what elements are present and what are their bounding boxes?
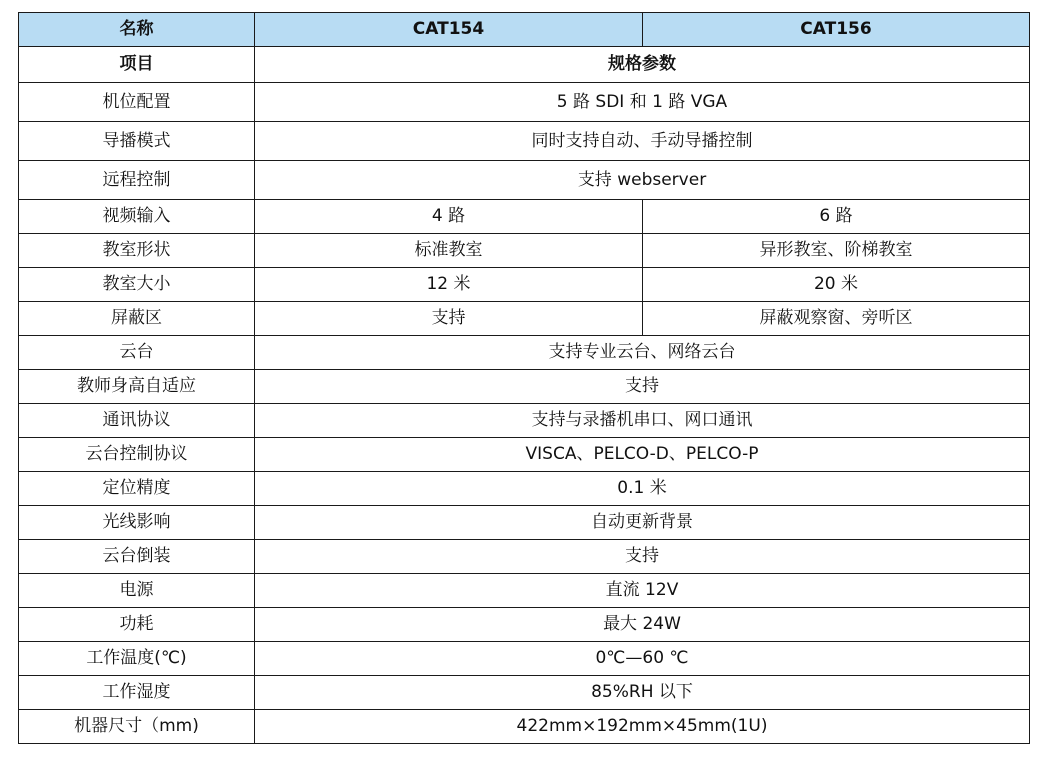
item-cell: 机器尺寸（mm) xyxy=(19,710,255,744)
table-row xyxy=(19,234,1030,268)
table-row xyxy=(19,200,1030,234)
value-cell: 支持专业云台、网络云台 xyxy=(255,336,1030,370)
table-row xyxy=(19,438,1030,472)
table-row xyxy=(19,540,1030,574)
table-row xyxy=(19,506,1030,540)
value-cell: 0.1 米 xyxy=(255,472,1030,506)
value-cell: 直流 12V xyxy=(255,574,1030,608)
table-row xyxy=(19,161,1030,200)
item-cell: 屏蔽区 xyxy=(19,302,255,336)
item-cell: 教室大小 xyxy=(19,268,255,302)
header-model-a-cell: CAT154 xyxy=(255,13,643,47)
item-cell: 教室形状 xyxy=(19,234,255,268)
item-cell: 云台倒装 xyxy=(19,540,255,574)
item-cell: 云台 xyxy=(19,336,255,370)
item-cell: 云台控制协议 xyxy=(19,438,255,472)
table-row xyxy=(19,83,1030,122)
model-a-value-cell: 4 路 xyxy=(255,200,643,234)
table-row xyxy=(19,676,1030,710)
table-row xyxy=(19,472,1030,506)
item-cell: 光线影响 xyxy=(19,506,255,540)
item-cell: 机位配置 xyxy=(19,83,255,122)
table-row xyxy=(19,404,1030,438)
model-b-value-cell: 异形教室、阶梯教室 xyxy=(643,234,1030,268)
model-a-value-cell: 12 米 xyxy=(255,268,643,302)
value-cell: 5 路 SDI 和 1 路 VGA xyxy=(255,83,1030,122)
table-row xyxy=(19,574,1030,608)
header-row xyxy=(19,13,1030,47)
table-row xyxy=(19,302,1030,336)
item-cell: 视频输入 xyxy=(19,200,255,234)
table-row xyxy=(19,122,1030,161)
model-b-value-cell: 屏蔽观察窗、旁听区 xyxy=(643,302,1030,336)
table-row xyxy=(19,710,1030,744)
item-cell: 工作温度(℃) xyxy=(19,642,255,676)
header-model-b-cell: CAT156 xyxy=(643,13,1030,47)
item-cell: 导播模式 xyxy=(19,122,255,161)
subheader-spec-cell: 规格参数 xyxy=(255,47,1030,83)
value-cell: VISCA、PELCO-D、PELCO-P xyxy=(255,438,1030,472)
value-cell: 最大 24W xyxy=(255,608,1030,642)
table-row xyxy=(19,608,1030,642)
item-cell: 定位精度 xyxy=(19,472,255,506)
item-cell: 电源 xyxy=(19,574,255,608)
model-a-value-cell: 支持 xyxy=(255,302,643,336)
item-cell: 教师身高自适应 xyxy=(19,370,255,404)
item-cell: 远程控制 xyxy=(19,161,255,200)
value-cell: 0℃—60 ℃ xyxy=(255,642,1030,676)
value-cell: 自动更新背景 xyxy=(255,506,1030,540)
item-cell: 工作湿度 xyxy=(19,676,255,710)
value-cell: 支持 xyxy=(255,540,1030,574)
spec-table xyxy=(18,12,1030,744)
header-name-cell: 名称 xyxy=(19,13,255,47)
value-cell: 85%RH 以下 xyxy=(255,676,1030,710)
subheader-item-cell: 项目 xyxy=(19,47,255,83)
table-row xyxy=(19,370,1030,404)
value-cell: 同时支持自动、手动导播控制 xyxy=(255,122,1030,161)
table-row xyxy=(19,268,1030,302)
subheader-row xyxy=(19,47,1030,83)
table-row xyxy=(19,336,1030,370)
model-a-value-cell: 标准教室 xyxy=(255,234,643,268)
value-cell: 422mm×192mm×45mm(1U) xyxy=(255,710,1030,744)
value-cell: 支持与录播机串口、网口通讯 xyxy=(255,404,1030,438)
value-cell: 支持 webserver xyxy=(255,161,1030,200)
value-cell: 支持 xyxy=(255,370,1030,404)
item-cell: 功耗 xyxy=(19,608,255,642)
model-b-value-cell: 6 路 xyxy=(643,200,1030,234)
table-row xyxy=(19,642,1030,676)
model-b-value-cell: 20 米 xyxy=(643,268,1030,302)
item-cell: 通讯协议 xyxy=(19,404,255,438)
